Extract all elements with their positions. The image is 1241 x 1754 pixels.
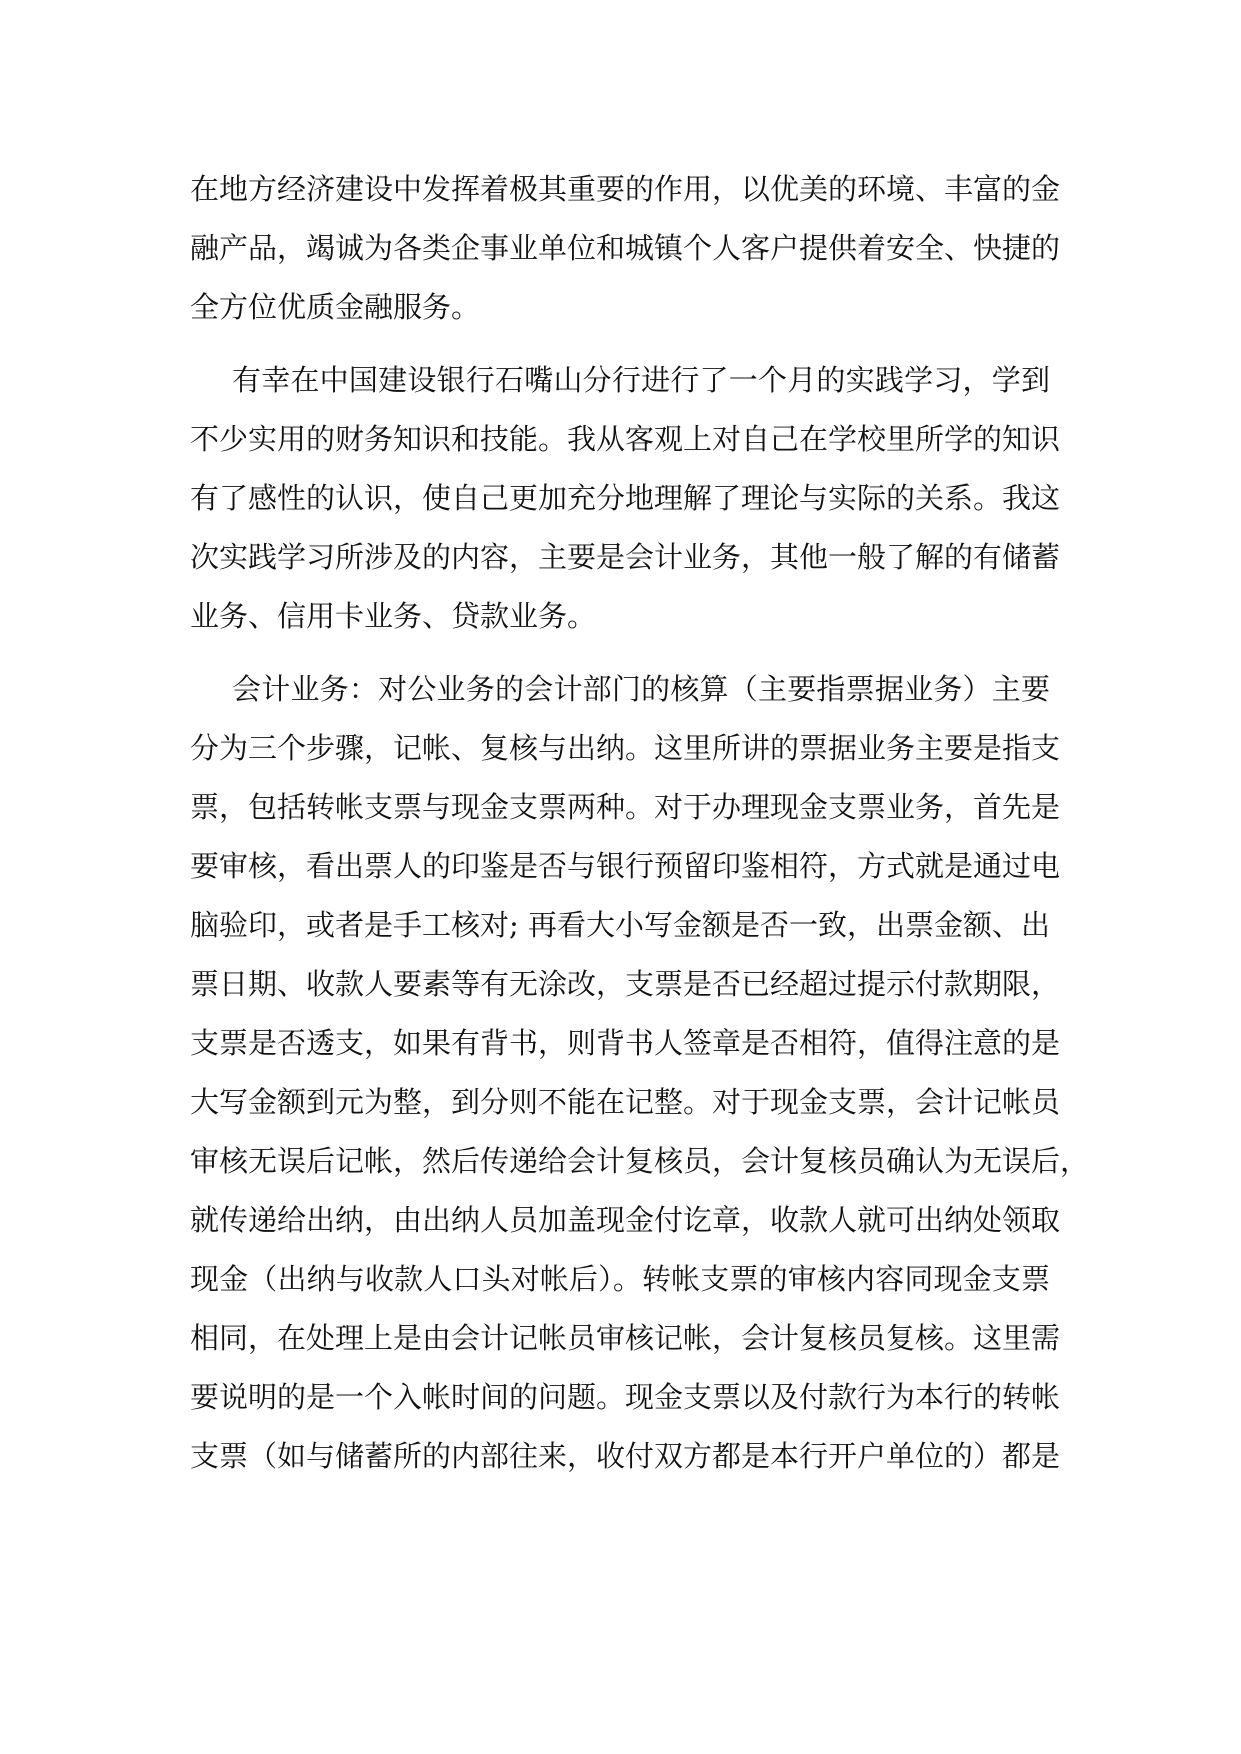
- text-line: 分为三个步骤，记帐、复核与出纳。这里所讲的票据业务主要是指支: [190, 731, 1061, 765]
- text-line: 要说明的是一个入帐时间的问题。现金支票以及付款行为本行的转帐: [190, 1380, 1061, 1414]
- paragraph-2: [190, 351, 1061, 646]
- text-line: 票日期、收款人要素等有无涂改，支票是否已经超过提示付款期限，: [190, 967, 1061, 1001]
- text-line: 融产品，竭诚为各类企事业单位和城镇个人客户提供着安全、快捷的: [190, 231, 1061, 265]
- text-line: 相同，在处理上是由会计记帐员审核记帐，会计复核员复核。这里需: [190, 1321, 1061, 1355]
- text-line: 大写金额到元为整，到分则不能在记整。对于现金支票，会计记帐员: [190, 1085, 1061, 1119]
- text-line: 现金（出纳与收款人口头对帐后）。转帐支票的审核内容同现金支票: [190, 1262, 1050, 1296]
- text-line: 支票（如与储蓄所的内部往来，收付双方都是本行开户单位的）都是: [190, 1439, 1061, 1473]
- text-line: 要审核，看出票人的印鉴是否与银行预留印鉴相符，方式就是通过电: [190, 849, 1061, 883]
- text-line: 支票是否透支，如果有背书，则背书人签章是否相符，值得注意的是: [190, 1026, 1061, 1060]
- text-line: 全方位优质金融服务。: [190, 290, 481, 324]
- text-line: 审核无误后记帐，然后传递给会计复核员，会计复核员确认为无误后，: [190, 1144, 1090, 1178]
- text-line: 业务、信用卡业务、贷款业务。: [190, 599, 597, 633]
- text-line: 有了感性的认识，使自己更加充分地理解了理论与实际的关系。我这: [190, 481, 1061, 515]
- document-page: [190, 160, 1090, 1500]
- text-line: 会计业务：对公业务的会计部门的核算（主要指票据业务）主要: [232, 672, 1050, 706]
- text-line: 脑验印，或者是手工核对; 再看大小写金额是否一致，出票金额、出: [190, 908, 1050, 942]
- text-line: 就传递给出纳，由出纳人员加盖现金付讫章，收款人就可出纳处领取: [190, 1203, 1061, 1237]
- text-line: 票，包括转帐支票与现金支票两种。对于办理现金支票业务，首先是: [190, 790, 1061, 824]
- text-line: 在地方经济建设中发挥着极其重要的作用，以优美的环境、丰富的金: [190, 172, 1061, 206]
- paragraph-1: [190, 160, 1061, 337]
- paragraph-3: [190, 660, 1090, 1486]
- text-line: 次实践学习所涉及的内容，主要是会计业务，其他一般了解的有储蓄: [190, 540, 1061, 574]
- text-line: 不少实用的财务知识和技能。我从客观上对自己在学校里所学的知识: [190, 422, 1061, 456]
- text-line: 有幸在中国建设银行石嘴山分行进行了一个月的实践学习，学到: [232, 363, 1050, 397]
